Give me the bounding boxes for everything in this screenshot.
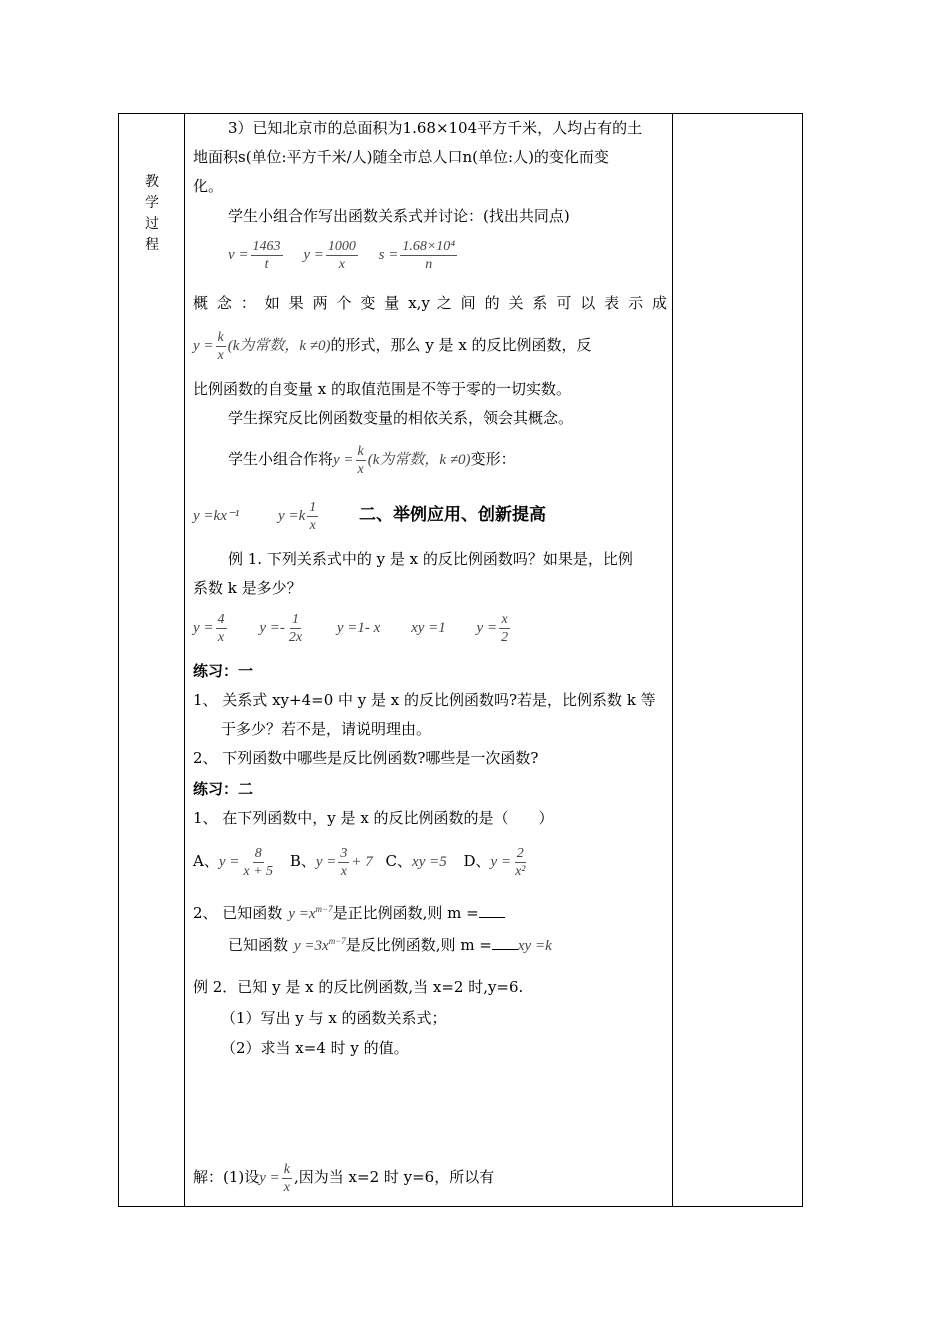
option-a-label: A、	[193, 852, 219, 870]
exercise-2-question-2	[193, 894, 667, 929]
side-label-text: 教 学 过 程	[145, 174, 159, 253]
option-d-lhs: y =	[490, 854, 512, 870]
option-c-formula: xy =5	[412, 854, 447, 870]
option-d-frac: $\frac{2}{\text{x²}}$	[515, 845, 526, 879]
option-a-frac: $\frac{8}{x + 5}$	[243, 845, 274, 879]
para-explore: 学生探究反比例函数变量的相依关系，领会其概念。	[228, 409, 574, 427]
formula-row-examples	[193, 235, 702, 274]
concept-formula-frac: $\frac{k}{x}$	[217, 329, 224, 363]
option-d-label: D、	[463, 852, 491, 870]
para-transform	[193, 440, 702, 479]
ex1-formula-2-frac: $\frac{1}{2x}$	[288, 611, 303, 645]
q2-blank	[479, 903, 505, 918]
option-a-lhs: y =	[218, 854, 240, 870]
ex1-formula-3: y =1- x	[336, 620, 381, 636]
option-b-frac: $\frac{3}{x}$	[340, 845, 348, 879]
para-beijing-2: 地面积s(单位:平方千米/人)随全市总人口n(单位:人)的变化而变	[193, 148, 609, 166]
example-1-formulas	[193, 608, 667, 647]
solution-lhs: y =	[259, 1170, 280, 1186]
formula-s-frac: $\frac{\text{1.68×10⁴}}{n}$	[402, 238, 456, 272]
ex1-formula-5-lhs: y =	[476, 620, 498, 636]
option-b-tail: + 7	[351, 854, 373, 870]
q3-formula: y =3x	[294, 938, 329, 954]
exercise-title-1: 练习：一	[193, 662, 254, 680]
ex1-formula-5-frac: $\frac{x}{2}$	[501, 611, 509, 645]
option-b-label: B、	[289, 852, 316, 870]
exercise-2-question-1: 1、 在下列函数中，y 是 x 的反比例函数的是（ ）	[193, 809, 554, 827]
q3-post: 是反比例函数,则 m =	[345, 936, 492, 954]
concept-line-2	[193, 327, 667, 364]
concept-formula-condition: (k为常数，k ≠0)	[227, 338, 331, 354]
solution-pre: 解：(1)设	[193, 1168, 260, 1186]
section-heading-2: 二、举例应用、创新提高	[359, 505, 547, 525]
formula-y-lhs: y =	[303, 247, 324, 263]
q2-pre: 2、 已知函数	[193, 904, 283, 922]
transform-formula-condition: (k为常数，k ≠0)	[367, 452, 471, 468]
q2-exponent: m−7	[315, 904, 333, 914]
example-1-line-1: 例 1. 下列关系式中的 y 是 x 的反比例函数吗？如果是，比例	[228, 550, 633, 568]
example-2-part-2: （2）求当 x=4 时 y 的值。	[221, 1039, 409, 1057]
formula-s-lhs: s =	[378, 247, 399, 263]
q2-post: 是正比例函数,则 m =	[332, 904, 479, 922]
example-2-part-1: （1）写出 y 与 x 的函数关系式；	[221, 1009, 447, 1027]
ex1-formula-4: xy =1	[411, 620, 446, 636]
q3-tail-formula: xy =k	[517, 938, 552, 954]
formula-v-lhs: v =	[228, 247, 249, 263]
example-1-line-2: 系数 k 是多少？	[193, 579, 302, 597]
para-group-work: 学生小组合作写出函数关系式并讨论：(找出共同点)	[228, 207, 570, 225]
solution-post: ,因为当 x=2 时 y=6，所以有	[294, 1168, 495, 1186]
exercise-1-question-1-line-2: 于多少？若不是，请说明理由。	[221, 720, 432, 738]
formula-y-frac: $\frac{1000}{x}$	[327, 238, 356, 272]
concept-formula-lhs: y =	[193, 338, 214, 354]
option-b-lhs: y =	[315, 854, 337, 870]
para-beijing-3: 化。	[193, 177, 224, 195]
exercise-1-question-2: 2、 下列函数中哪些是反比例函数?哪些是一次函数?	[193, 749, 539, 767]
ex1-formula-2-lhs: y =-	[259, 620, 285, 636]
transform-result-2-lhs: y =k	[278, 508, 306, 524]
transform-result-1: y =kx⁻¹	[193, 508, 240, 524]
transform-result-2-frac: $\frac{1}{x}$	[309, 499, 317, 533]
transform-pre: 学生小组合作将	[228, 450, 334, 468]
solution-line	[193, 1157, 667, 1198]
example-2-line-1: 例 2．已知 y 是 x 的反比例函数,当 x=2 时,y=6.	[193, 978, 524, 996]
formula-v-frac: $\frac{1463}{t}$	[252, 238, 281, 272]
para-beijing-1: 3）已知北京市的总面积为1.68×104平方千米，人均占有的土	[228, 119, 643, 137]
side-label-teaching-process	[145, 172, 159, 256]
concept-line-3: 比例函数的自变量 x 的取值范围是不等于零的一切实数。	[193, 380, 571, 398]
transform-formula-lhs: y =	[333, 452, 354, 468]
transform-results-row	[193, 495, 667, 536]
exercise-1-question-1-line-1: 1、 关系式 xy+4=0 中 y 是 x 的反比例函数吗?若是，比例系数 k 等	[193, 691, 656, 709]
ex1-formula-1-lhs: y =	[193, 620, 214, 636]
q3-exponent: m−7	[328, 936, 346, 946]
concept-text: 的形式，那么 y 是 x 的反比例函数，反	[330, 336, 592, 354]
option-c-label: C、	[385, 852, 413, 870]
exercise-2-question-3	[193, 926, 702, 961]
ex1-formula-1-frac: $\frac{4}{x}$	[217, 611, 225, 645]
concept-line-1: 概 念 ： 如 果 两 个 变 量 x,y 之 间 的 关 系 可 以 表 示 成	[193, 294, 667, 312]
transform-post: 变形：	[470, 450, 516, 468]
solution-frac: $\frac{k}{x}$	[283, 1161, 290, 1195]
q2-formula: y =x	[288, 906, 316, 922]
exercise-title-2: 练习：二	[193, 780, 254, 798]
transform-formula-frac: $\frac{k}{x}$	[357, 443, 364, 477]
column-divider-left	[184, 114, 185, 1206]
exercise-2-options	[193, 841, 667, 882]
q3-blank	[492, 935, 518, 950]
q3-pre: 已知函数	[228, 936, 289, 954]
